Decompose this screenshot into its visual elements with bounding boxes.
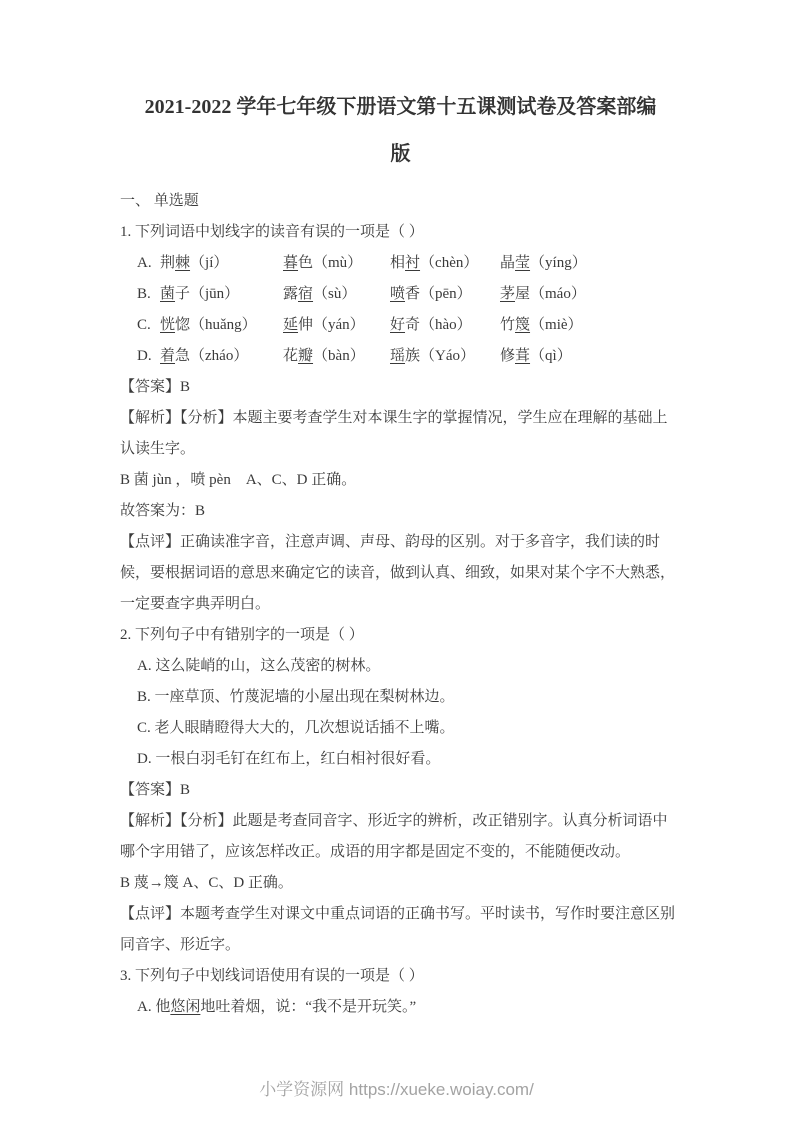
q1-stem: 1. 下列词语中划线字的读音有误的一项是（ ） bbox=[120, 224, 424, 240]
footer-site-name: 小学资源网 bbox=[259, 1080, 345, 1099]
q1-option-row-c bbox=[120, 310, 681, 341]
q1-analysis-detail: B 菌 jùn ，喷 pèn A、C、D 正确。 bbox=[120, 472, 357, 488]
q2-stem: 2. 下列句子中有错别字的一项是（ ） bbox=[120, 627, 364, 643]
q2-comment: 【点评】本题考查学生对课文中重点词语的正确书写。平时读书，写作时要注意区别同音字、形近字。 bbox=[120, 906, 676, 953]
q1-word: 菌子（jūn） bbox=[160, 286, 240, 302]
q2-option-a: A. 这么陡峭的山，这么茂密的树林。 bbox=[137, 658, 381, 674]
q2-option-d: D. 一根白羽毛钉在红布上，红白相衬很好看。 bbox=[137, 751, 441, 767]
q3-option-a: A. 他悠闲地吐着烟，说：“我不是开玩笑。” bbox=[137, 999, 417, 1015]
page-title bbox=[120, 84, 681, 178]
q1-word: 好奇（hào） bbox=[390, 317, 472, 333]
q1-option-a-label: A. bbox=[137, 255, 152, 271]
q1-word: 竹篾（miè） bbox=[500, 317, 583, 333]
q1-word: 暮色（mù） bbox=[283, 255, 363, 271]
q1-word: 修葺（qì） bbox=[500, 348, 572, 364]
q2-answer: 【答案】B bbox=[120, 782, 191, 798]
q1-analysis: 【解析】【分析】本题主要考查学生对本课生字的掌握情况，学生应在理解的基础上认读生字。 bbox=[120, 410, 668, 457]
q1-option-c-label: C. bbox=[137, 317, 151, 333]
q1-option-row-d bbox=[120, 341, 681, 372]
q3-stem: 3. 下列句子中划线词语使用有误的一项是（ ） bbox=[120, 968, 424, 984]
section-heading: 一、 单选题 bbox=[120, 193, 199, 209]
q1-answer: 【答案】B bbox=[120, 379, 191, 395]
q1-word: 相衬（chèn） bbox=[390, 255, 479, 271]
footer-url: https://xueke.woiay.com/ bbox=[348, 1080, 534, 1099]
q1-option-row-b bbox=[120, 279, 681, 310]
q1-word: 晶莹（yíng） bbox=[500, 255, 587, 271]
q2-option-b: B. 一座草顶、竹蔑泥墙的小屋出现在梨树林边。 bbox=[137, 689, 455, 705]
q1-word: 着急（zháo） bbox=[160, 348, 249, 364]
q1-option-d-label: D. bbox=[137, 348, 152, 364]
q1-conclusion: 故答案为：B bbox=[120, 503, 206, 519]
title-line-1: 2021-2022 学年七年级下册语文第十五课测试卷及答案部编 bbox=[144, 96, 657, 118]
q1-word: 花瓣（bàn） bbox=[283, 348, 365, 364]
q2-option-c: C. 老人眼睛瞪得大大的，几次想说话插不上嘴。 bbox=[137, 720, 455, 736]
q1-word: 恍惚（huǎng） bbox=[160, 317, 257, 333]
q1-word: 延伸（yán） bbox=[283, 317, 365, 333]
q2-analysis-detail: B 蔑→篾 A、C、D 正确。 bbox=[120, 875, 293, 891]
q1-word: 瑶族（Yáo） bbox=[390, 348, 476, 364]
q1-word: 荆棘（jí） bbox=[160, 255, 229, 271]
q1-word: 茅屋（máo） bbox=[500, 286, 586, 302]
q1-option-b-label: B. bbox=[137, 286, 151, 302]
q1-option-row-a bbox=[120, 248, 681, 279]
page-footer bbox=[0, 1075, 793, 1100]
q1-word: 露宿（sù） bbox=[283, 286, 357, 302]
q1-comment: 【点评】正确读准字音，注意声调、声母、韵母的区别。对于多音字，我们读的时候，要根据词语的意思来确定它的读音，做到认真、细致，如果对某个字不大熟悉，一定要查字典弄明白。 bbox=[120, 534, 676, 612]
title-line-2: 版 bbox=[390, 143, 411, 165]
q1-word: 喷香（pēn） bbox=[390, 286, 472, 302]
q2-analysis: 【解析】【分析】此题是考查同音字、形近字的辨析，改正错别字。认真分析词语中哪个字用错了，应该怎样改正。成语的用字都是固定不变的，不能随便改动。 bbox=[120, 813, 668, 860]
